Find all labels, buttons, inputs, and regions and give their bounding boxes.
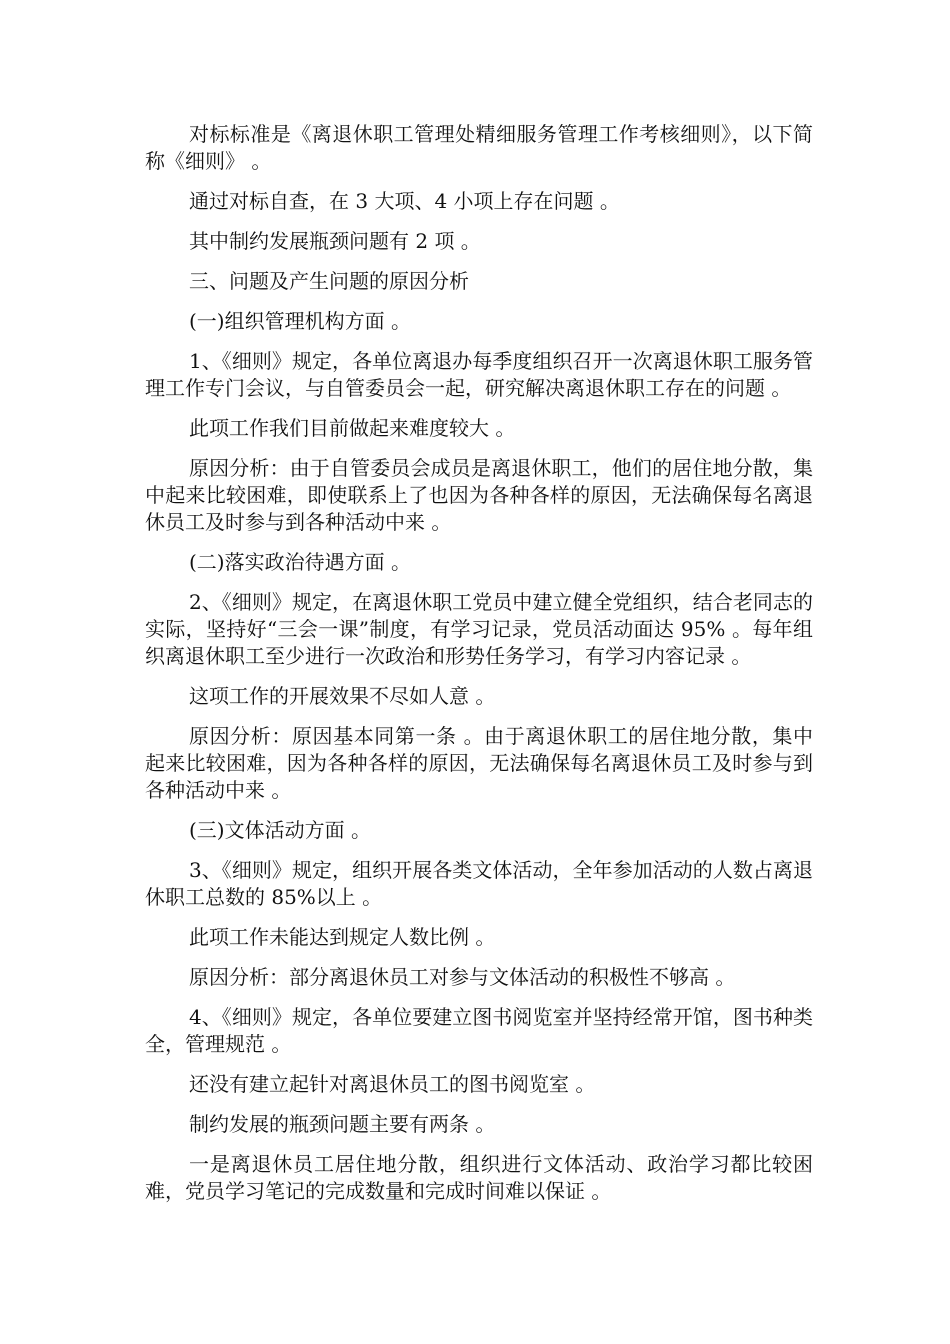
paragraph-item-4: 4、《细则》规定，各单位要建立图书阅览室并坚持经常开馆，图书种类全，管理规范 。 — [145, 1005, 813, 1056]
section-heading-3: 三、问题及产生问题的原因分析 — [189, 269, 469, 293]
subsection-heading-3: (三)文体活动方面 。 — [189, 818, 371, 842]
paragraph-item-3: 3、《细则》规定，组织开展各类文体活动，全年参加活动的人数占离退休职工总数的 85%以上 。 — [145, 858, 813, 909]
paragraph-intro-standard: 对标标准是《离退休职工管理处精细服务管理工作考核细则》，以下简称《细则》 。 — [145, 122, 813, 173]
paragraph-bottleneck-1: 一是离退休员工居住地分散，组织进行文体活动、政治学习都比较困难，党员学习笔记的完成数量和完成时间难以保证 。 — [145, 1152, 813, 1203]
paragraph-item-1: 1、《细则》规定，各单位离退办每季度组织召开一次离退休职工服务管理工作专门会议，与自管委员会一起，研究解决离退休职工存在的问题 。 — [145, 349, 813, 400]
subsection-heading-1: (一)组织管理机构方面 。 — [189, 309, 411, 333]
paragraph-item-2-cause: 原因分析：原因基本同第一条 。由于离退休职工的居住地分散，集中起来比较困难，因为各种各样的原因，无法确保每名离退休员工及时参与到各种活动中来 。 — [145, 724, 813, 802]
document-page — [145, 121, 813, 1218]
paragraph-item-3-status: 此项工作未能达到规定人数比例 。 — [189, 925, 496, 949]
paragraph-item-4-status: 还没有建立起针对离退休员工的图书阅览室 。 — [189, 1072, 596, 1096]
paragraph-item-1-cause: 原因分析：由于自管委员会成员是离退休职工，他们的居住地分散，集中起来比较困难，即使联系上了也因为各种各样的原因，无法确保每名离退休员工及时参与到各种活动中来 。 — [145, 456, 813, 534]
subsection-heading-2: (二)落实政治待遇方面 。 — [189, 550, 411, 574]
paragraph-item-2: 2、《细则》规定，在离退休职工党员中建立健全党组织，结合老同志的实际，坚持好“三会一课”制度，有学习记录，党员活动面达 95% 。每年组织离退休职工至少进行一次政治和形势任务学习，有学习内容记录 。 — [145, 590, 813, 668]
paragraph-bottleneck-count: 其中制约发展瓶颈问题有 2 项 。 — [189, 229, 481, 253]
paragraph-item-3-cause: 原因分析：部分离退休员工对参与文体活动的积极性不够高 。 — [189, 965, 736, 989]
paragraph-self-check: 通过对标自查，在 3 大项、4 小项上存在问题 。 — [189, 189, 620, 213]
paragraph-bottleneck-intro: 制约发展的瓶颈问题主要有两条 。 — [189, 1112, 496, 1136]
paragraph-item-2-status: 这项工作的开展效果不尽如人意 。 — [189, 684, 496, 708]
paragraph-item-1-status: 此项工作我们目前做起来难度较大 。 — [189, 416, 516, 440]
